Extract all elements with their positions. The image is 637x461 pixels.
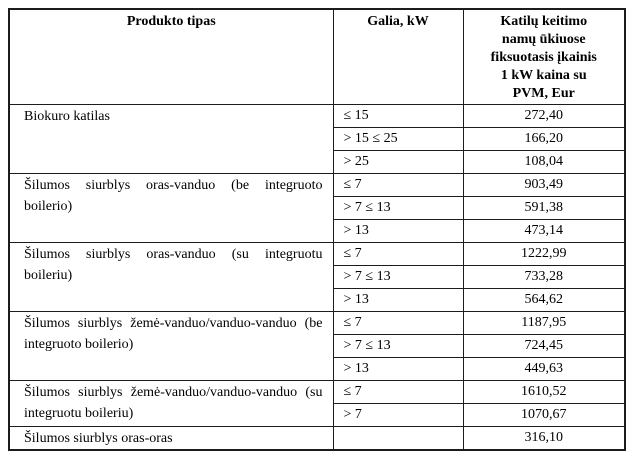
product-cell: Šilumos siurblys oras-oras bbox=[9, 426, 333, 450]
price-cell: 1610,52 bbox=[463, 380, 625, 403]
power-cell: > 13 bbox=[333, 357, 463, 380]
power-cell: > 13 bbox=[333, 219, 463, 242]
col-header-product: Produkto tipas bbox=[9, 9, 333, 104]
price-cell: 724,45 bbox=[463, 334, 625, 357]
power-cell: ≤ 15 bbox=[333, 104, 463, 127]
product-cell: Šilumos siurblys oras-vanduo (su integruotu boileriu) bbox=[9, 242, 333, 311]
price-header-line-4: 1 kW kaina su bbox=[500, 68, 587, 83]
price-cell: 1187,95 bbox=[463, 311, 625, 334]
price-cell: 473,14 bbox=[463, 219, 625, 242]
table-row bbox=[9, 426, 625, 450]
price-cell: 316,10 bbox=[463, 426, 625, 450]
price-cell: 272,40 bbox=[463, 104, 625, 127]
table-row bbox=[9, 311, 625, 334]
price-cell: 166,20 bbox=[463, 127, 625, 150]
table-row bbox=[9, 242, 625, 265]
price-cell: 1222,99 bbox=[463, 242, 625, 265]
product-cell: Šilumos siurblys žemė-vanduo/vanduo-vanduo (su integruotu boileriu) bbox=[9, 380, 333, 426]
power-cell: > 7 ≤ 13 bbox=[333, 196, 463, 219]
power-cell: > 7 bbox=[333, 403, 463, 426]
price-header-line-1: Katilų keitimo bbox=[500, 14, 588, 29]
power-cell: > 7 ≤ 13 bbox=[333, 265, 463, 288]
price-cell: 591,38 bbox=[463, 196, 625, 219]
power-cell: > 7 ≤ 13 bbox=[333, 334, 463, 357]
price-header-line-2: namų ūkiuose bbox=[501, 32, 586, 47]
price-header-line-5: PVM, Eur bbox=[512, 86, 575, 101]
price-cell: 108,04 bbox=[463, 150, 625, 173]
product-cell: Šilumos siurblys oras-vanduo (be integruoto boilerio) bbox=[9, 173, 333, 242]
table-row bbox=[9, 104, 625, 127]
product-cell: Šilumos siurblys žemė-vanduo/vanduo-vanduo (be integruoto boilerio) bbox=[9, 311, 333, 380]
table-header-row bbox=[9, 9, 625, 104]
table-row bbox=[9, 173, 625, 196]
col-header-price bbox=[463, 9, 625, 104]
price-cell: 564,62 bbox=[463, 288, 625, 311]
col-header-power: Galia, kW bbox=[333, 9, 463, 104]
price-cell: 903,49 bbox=[463, 173, 625, 196]
product-cell: Biokuro katilas bbox=[9, 104, 333, 173]
price-cell: 449,63 bbox=[463, 357, 625, 380]
power-cell: > 25 bbox=[333, 150, 463, 173]
power-cell: ≤ 7 bbox=[333, 173, 463, 196]
power-cell: ≤ 7 bbox=[333, 311, 463, 334]
power-cell: ≤ 7 bbox=[333, 380, 463, 403]
price-header-line-3: fiksuotasis įkainis bbox=[490, 50, 597, 65]
power-cell bbox=[333, 426, 463, 450]
price-cell: 733,28 bbox=[463, 265, 625, 288]
power-cell: ≤ 7 bbox=[333, 242, 463, 265]
price-cell: 1070,67 bbox=[463, 403, 625, 426]
power-cell: > 15 ≤ 25 bbox=[333, 127, 463, 150]
table-row bbox=[9, 380, 625, 403]
power-cell: > 13 bbox=[333, 288, 463, 311]
boiler-replacement-price-table bbox=[8, 8, 626, 451]
